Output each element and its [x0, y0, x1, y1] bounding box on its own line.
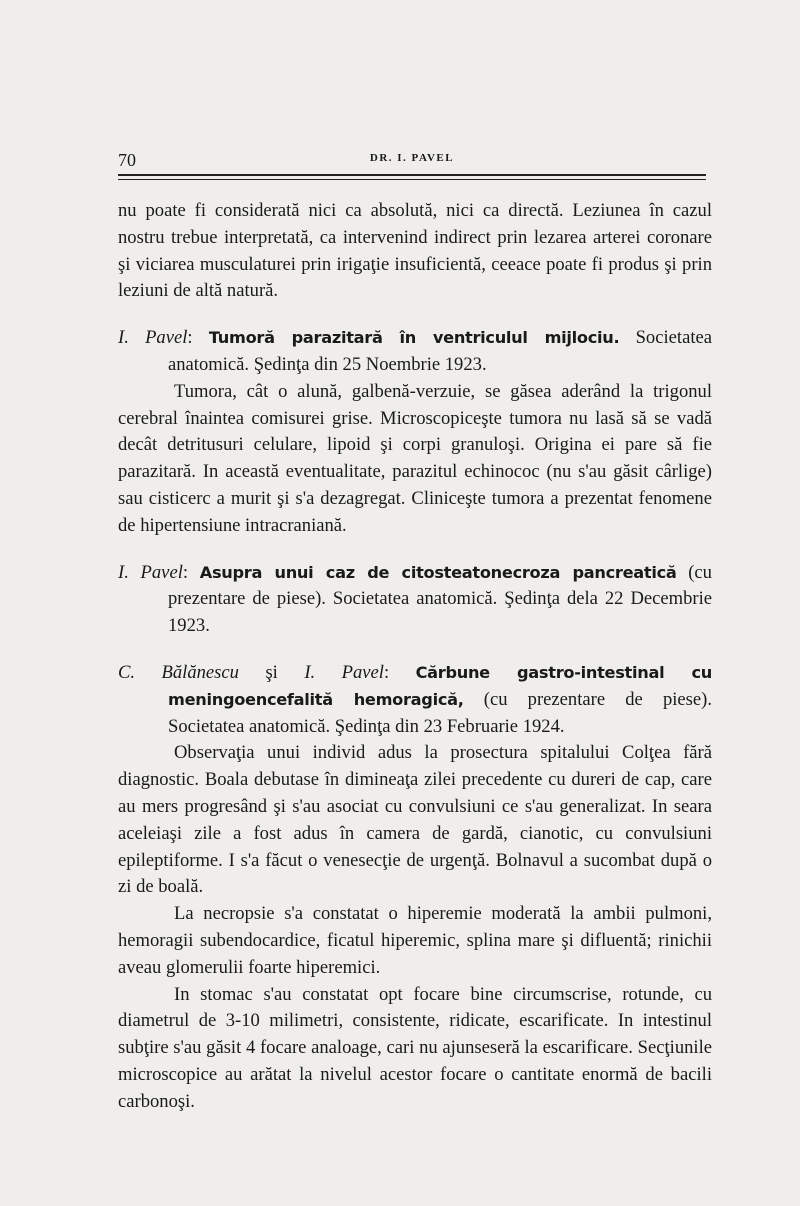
entry-author: I. Pavel: [118, 561, 183, 583]
entry-details: (cu prezentare de piese). Societatea anatomică. Şedinţa dela 22 Decembrie 1923.: [168, 561, 712, 637]
page-header: [118, 150, 706, 170]
entry-author-1: C. Bălănescu: [118, 661, 239, 683]
entry-details: (cu prezentare de piese). Societatea anatomică. Şedinţa din 23 Februarie 1924.: [168, 688, 712, 737]
entry-title: Asupra unui caz de citosteatonecroza pancreatică: [199, 562, 677, 582]
paragraph-stomach: In stomac s'au constatat opt focare bine circumscrise, rotunde, cu diametrul de 3-10 milimetri, consistente, ridicate, escarificate. In intestinul subţire s'au găsit 4 focare analoage, cari nu ajunseseră la escarificare. Secţiunile microscopice au arătat la nivelul acestor focare o cantitate enormă de bacili carbonoşi.: [118, 983, 712, 1112]
header-rule-thin: [118, 179, 706, 180]
bibliographic-entry-anthrax: C. Bălănescu şi I. Pavel: Cărbune gastro-intestinal cu meningoencefalită hemoragică, (cu prezentare de piese). Societatea anatomică. Şedinţa din 23 Februarie 1924.: [118, 661, 712, 737]
paragraph-continued: nu poate fi considerată nici ca absolută, nici ca directă. Leziunea în cazul nostru trebue interpretată, ca intervenind indirect prin lezarea arterei coronare şi viciarea musculaturei prin irigaţie insuficientă, ceeace poate fi produs şi prin leziuni de altă natură.: [118, 200, 712, 302]
entry-title: Tumoră parazitară în ventriculul mijlociu.: [208, 328, 620, 348]
entry-author: I. Pavel: [118, 327, 188, 349]
entry-details: Societatea anatomică. Şedinţa din 25 Noembrie 1923.: [168, 327, 712, 375]
paragraph-observation: Observaţia unui individ adus la prosectura spitalului Colţea fără diagnostic. Boala debutase în dimineaţa zilei precedente cu dureri de cap, care au mers progresând şi s'au asociat cu convulsiuni ce s'au generalizat. In seara aceleiaşi zile a fost adus în camera de gardă, cianotic, cu convulsiuni epileptiforme. I s'a făcut o venesecţie de urgenţă. Bolnavul a sucombat după o zi de boală.: [118, 742, 712, 898]
running-head: DR. I. PAVEL: [369, 152, 455, 164]
entry-title: Cărbune gastro-intestinal cu meningoencefalită hemoragică,: [168, 662, 712, 709]
entry-author-2: I. Pavel: [304, 661, 384, 683]
page-number: 70: [118, 150, 136, 170]
paragraph-tumor-description: Tumora, cât o alună, galbenă-verzuie, se găsea aderând la trigonul cerebral înaintea comisurei grise. Microscopiceşte tumora nu lasă să se vadă decât detritusuri celulare, lipoid şi corpi granuloşi. Origina ei pare să fie parazitară. In această eventualitate, parazitul echinococ (nu s'au găsit cârlige) sau cisticerc a murit şi s'a dezagregat. Cliniceşte tumora a prezentat fenomene de hipertensiune intracraniană.: [118, 380, 712, 536]
page-body: [118, 198, 712, 1116]
paragraph-necropsy: La necropsie s'a constatat o hiperemie moderată la ambii pulmoni, hemoragii subendocardice, ficatul hiperemic, splina mare şi difluentă; rinichii aveau glomerulii foarte hiperemici.: [118, 903, 712, 978]
entry-conjunction: şi: [265, 661, 278, 683]
bibliographic-entry-pancreas: I. Pavel: Asupra unui caz de citosteatonecroza pancreatică (cu prezentare de piese). Societatea anatomică. Şedinţa dela 22 Decembrie 1923.: [118, 561, 712, 637]
header-rule-thick: [118, 174, 706, 176]
bibliographic-entry-tumor: I. Pavel: Tumoră parazitară în ventriculul mijlociu. Societatea anatomică. Şedinţa din 25 Noembrie 1923.: [118, 327, 712, 375]
